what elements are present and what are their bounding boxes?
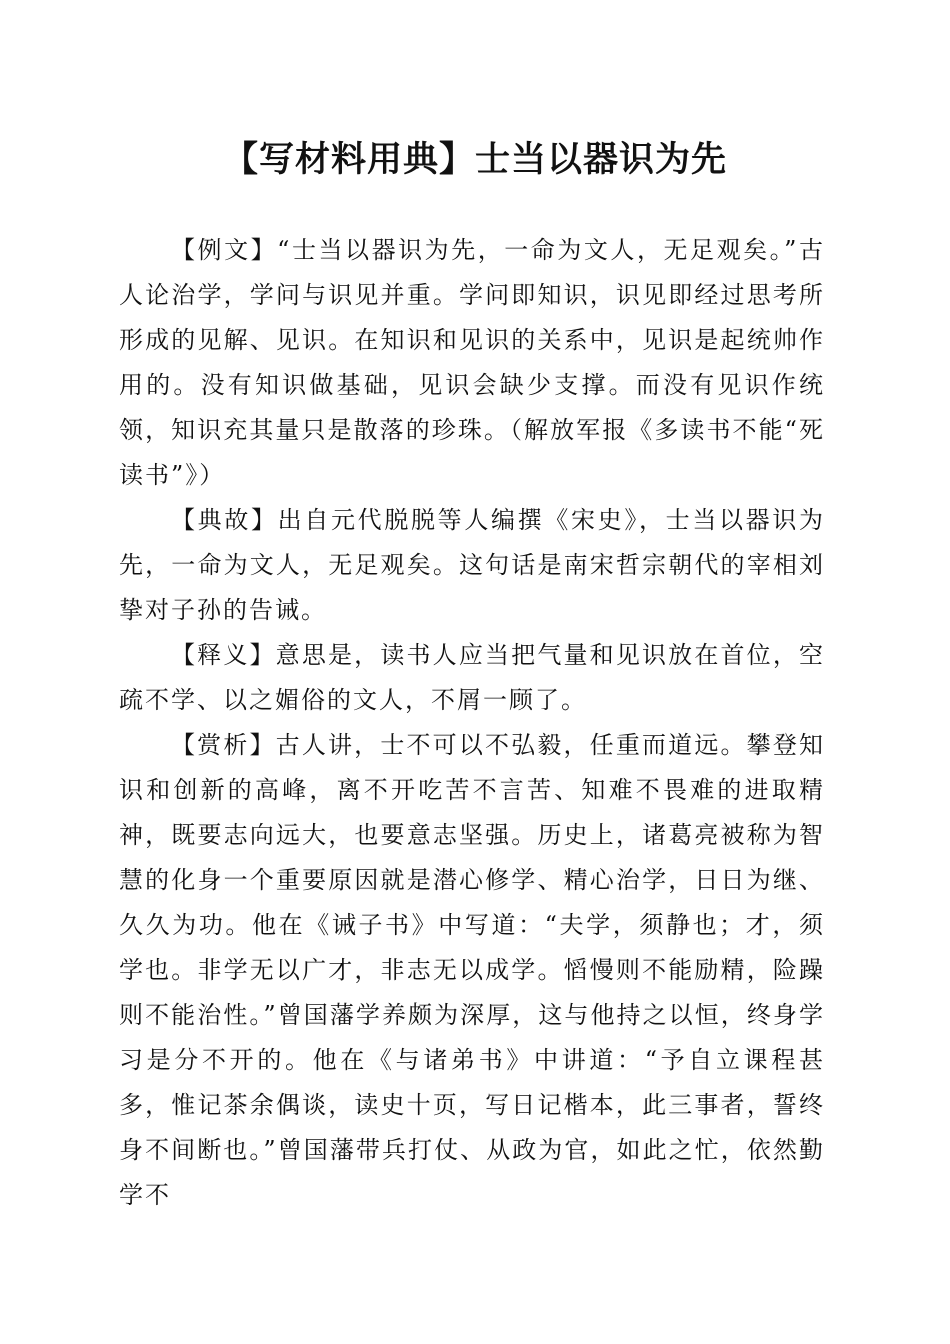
- paragraph-text: 意思是，读书人应当把气量和见识放在首位，空疏不学、以之媚俗的文人，不屑一顾了。: [119, 641, 826, 714]
- section-label-example: 【例文】: [171, 236, 278, 264]
- paragraph-allusion: [119, 498, 825, 633]
- section-label-meaning: 【释义】: [171, 641, 276, 669]
- paragraph-example: [119, 228, 825, 498]
- section-label-appreciation: 【赏析】: [171, 731, 276, 759]
- paragraph-text: “士当以器识为先，一命为文人，无足观矣。”古人论治学，学问与识见并重。学问即知识，识见即经过思考所形成的见解、见识。在知识和见识的关系中，见识是起统帅作用的。没有知识做基础，见识会缺少支撑。而没有见识作统领，知识充其量只是散落的珍珠。（解放军报《多读书不能“死读书”》）: [119, 236, 825, 489]
- paragraph-text: 出自元代脱脱等人编撰《宋史》，士当以器识为先，一命为文人，无足观矣。这句话是南宋哲宗朝代的宰相刘挚对子孙的告诫。: [119, 506, 826, 624]
- section-label-allusion: 【典故】: [171, 506, 278, 534]
- paragraph-meaning: [119, 633, 825, 723]
- page-title: 【写材料用典】士当以器识为先: [222, 139, 727, 180]
- paragraph-appreciation: [119, 723, 825, 1218]
- paragraph-text: 古人讲，士不可以不弘毅，任重而道远。攀登知识和创新的高峰，离不开吃苦不言苦、知难不畏难的进取精神，既要志向远大，也要意志坚强。历史上，诸葛亮被称为智慧的化身一个重要原因就是潜心修学、精心治学，日日为继、久久为功。他在《诫子书》中写道：“夫学，须静也；才，须学也。非学无以广才，非志无以成学。慆慢则不能励精，险躁则不能治性。”曾国藩学养颇为深厚，这与他持之以恒，终身学习是分不开的。他在《与诸弟书》中讲道：“予自立课程甚多，惟记茶余偶谈，读史十页，写日记楷本，此三事者，誓终身不间断也。”曾国藩带兵打仗、从政为官，如此之忙，依然勤学不: [119, 731, 826, 1209]
- document-body: [119, 228, 825, 1218]
